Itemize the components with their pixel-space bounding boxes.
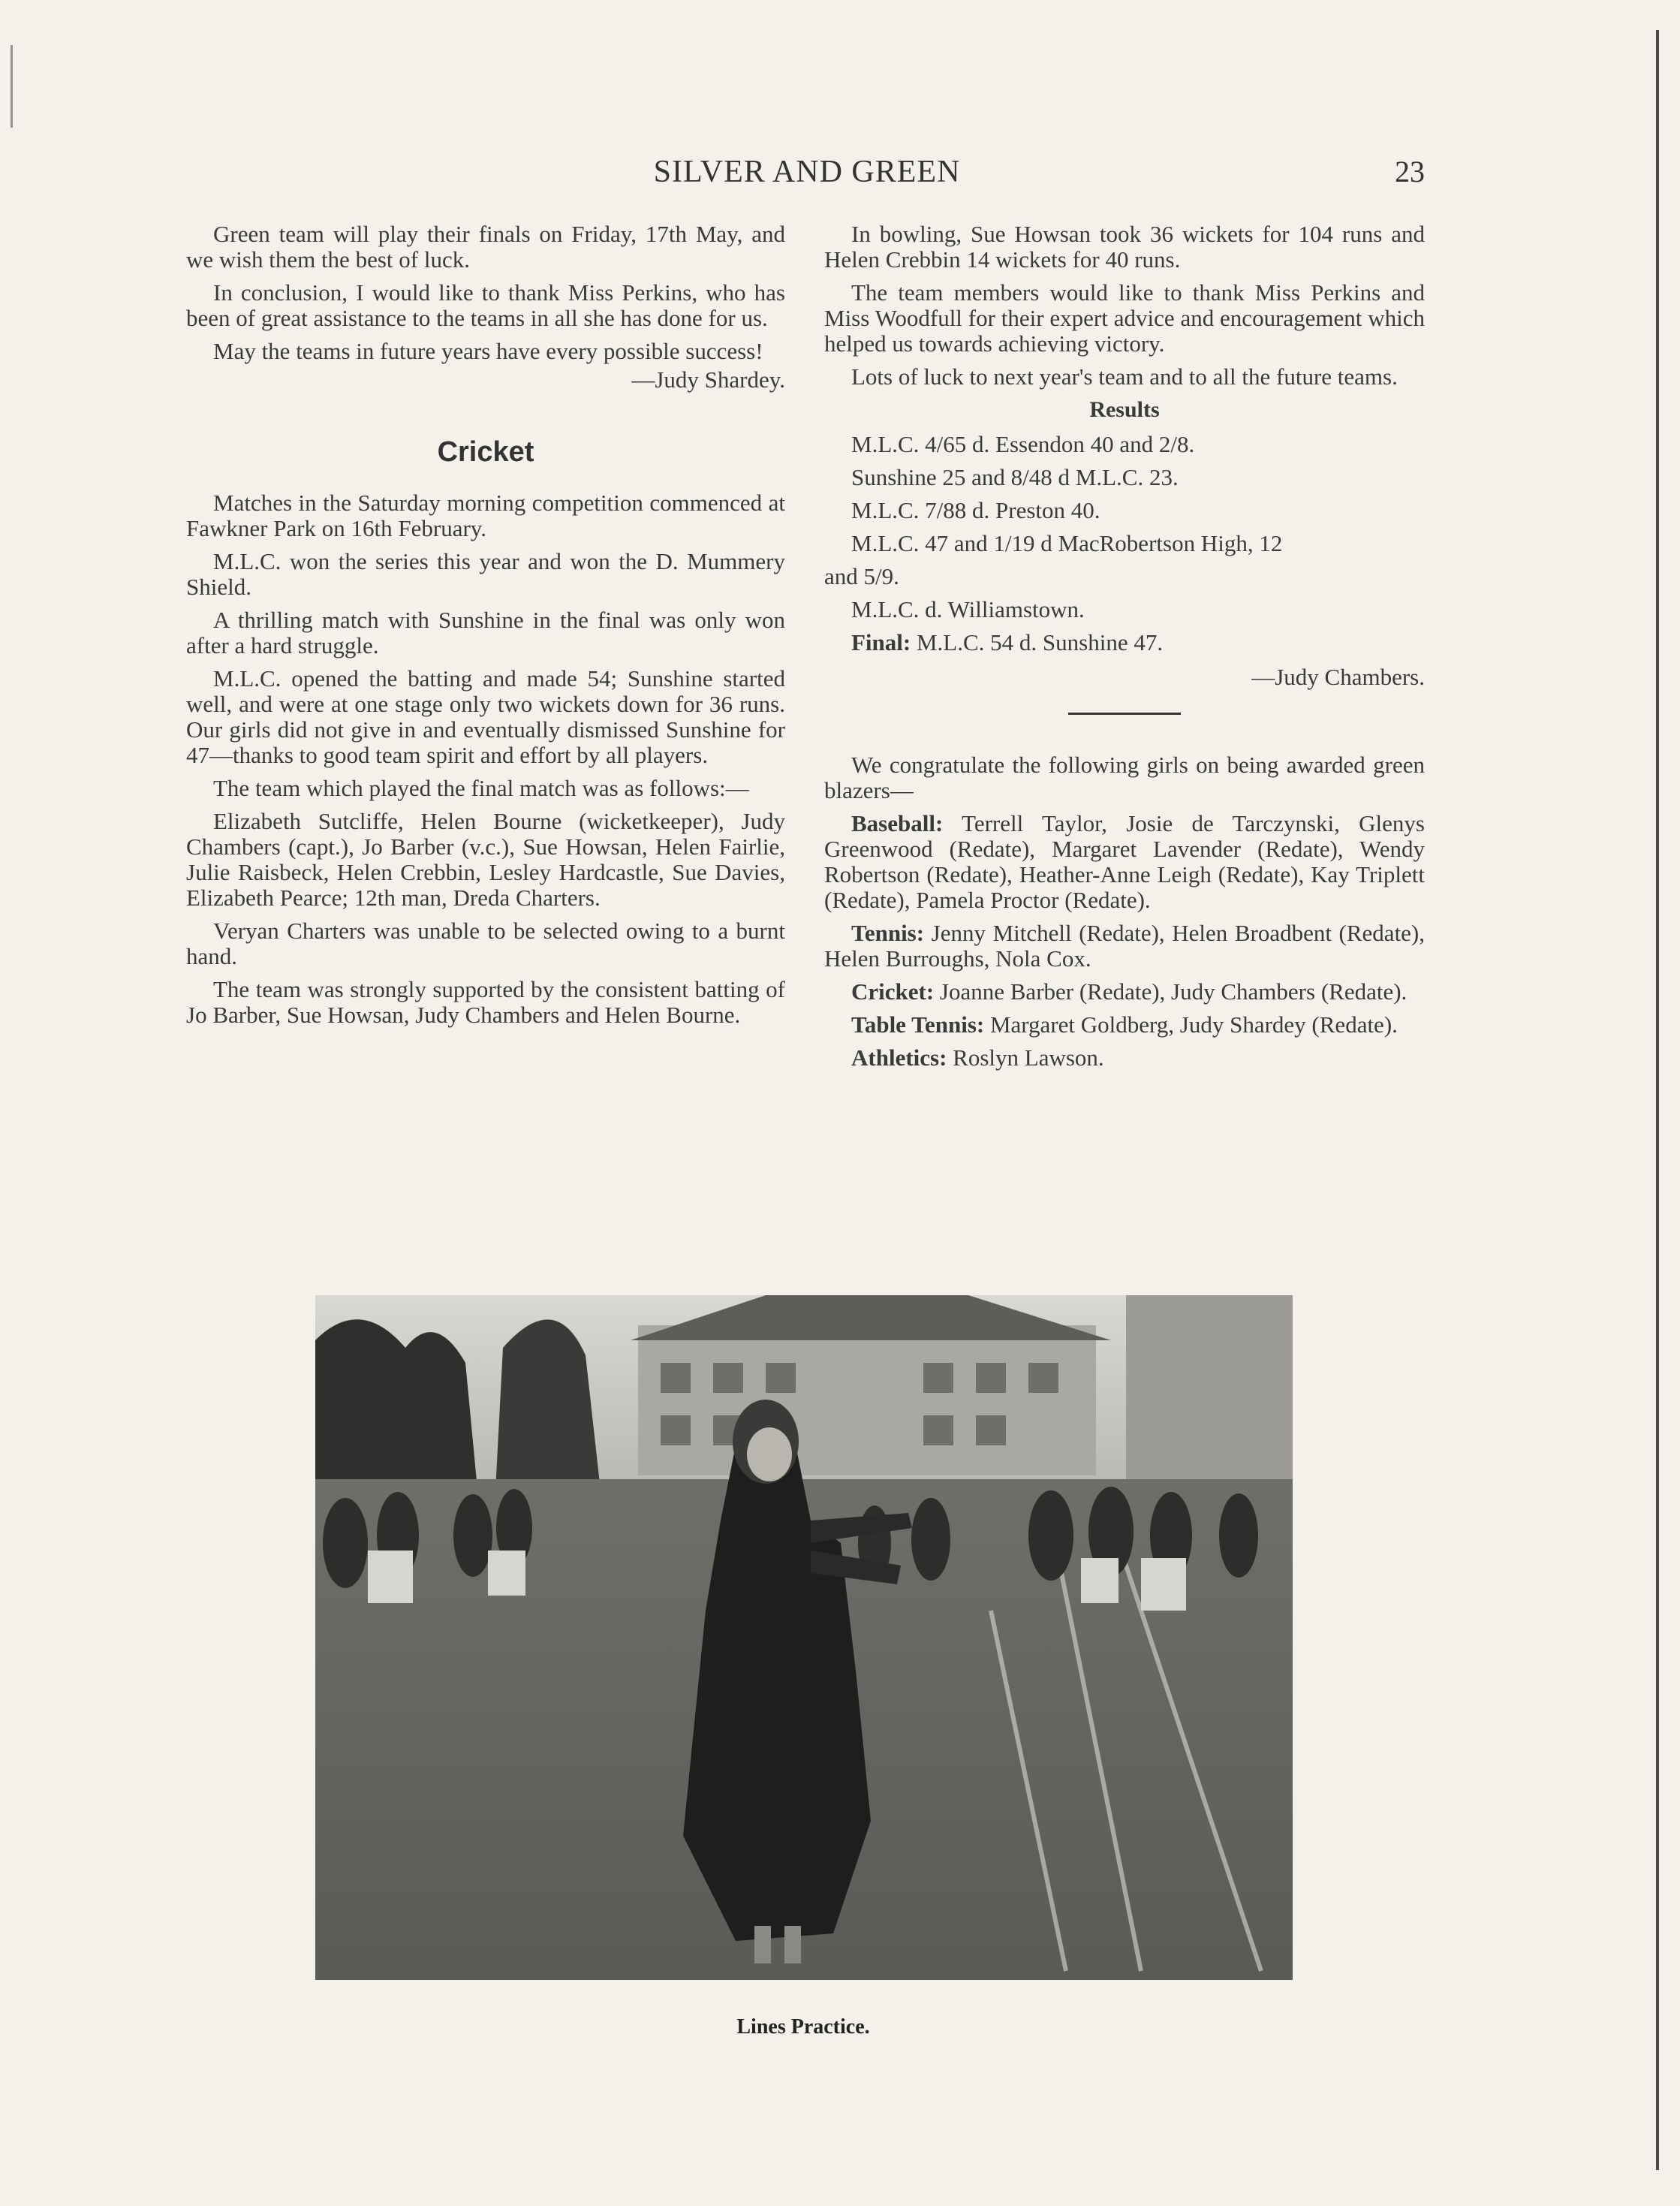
result-line: M.L.C. d. Williamstown. xyxy=(851,596,1085,622)
blazer-entry xyxy=(824,979,1425,1005)
paragraph: M.L.C. opened the batting and made 54; Sunshine started well, and were at one stage only two wickets down for 36 runs. Our girls did not give in and eventually dismissed Sunshine for 47—thanks to good team spirit and effort by all players. xyxy=(186,665,785,768)
page-edge-mark xyxy=(11,45,13,128)
blazer-text: Roslyn Lawson. xyxy=(953,1044,1104,1071)
paragraph: We congratulate the following girls on being awarded green blazers— xyxy=(824,752,1425,803)
paragraph: In conclusion, I would like to thank Miss Perkins, who has been of great assistance to the teams in all she has done for us. xyxy=(186,279,785,331)
signature: —Judy Chambers. xyxy=(1251,664,1425,690)
page-header xyxy=(0,154,1680,199)
blazer-entry xyxy=(824,1012,1425,1038)
final-label: Final: xyxy=(851,629,911,655)
paragraph: A thrilling match with Sunshine in the final was only won after a hard struggle. xyxy=(186,607,785,658)
paragraph: The team was strongly supported by the consistent batting of Jo Barber, Sue Howsan, Judy Chambers and Helen Bourne. xyxy=(186,976,785,1028)
result-line: and 5/9. xyxy=(824,563,899,589)
blazer-label: Tennis: xyxy=(851,920,925,946)
result-line: Sunshine 25 and 8/48 d M.L.C. 23. xyxy=(851,464,1179,490)
blazer-text: Jenny Mitchell (Redate), Helen Broadbent (Redate), Helen Burroughs, Nola Cox. xyxy=(824,920,1426,972)
paragraph: May the teams in future years have every possible success! xyxy=(213,338,763,364)
blazer-entry xyxy=(824,811,1425,913)
blazer-label: Table Tennis: xyxy=(851,1011,985,1038)
blazer-text: Joanne Barber (Redate), Judy Chambers (Redate). xyxy=(939,978,1408,1005)
paragraph: In bowling, Sue Howsan took 36 wickets for 104 runs and Helen Crebbin 14 wickets for 40 runs. xyxy=(824,221,1425,273)
blazer-text: Terrell Taylor, Josie de Tarczynski, Glenys Greenwood (Redate), Margaret Lavender (Redate), Wendy Robertson (Redate), Heather-Anne Leigh (Redate), Kay Triplett (Redate), Pamela Proctor (Redate). xyxy=(824,810,1425,913)
final-result xyxy=(824,630,1425,655)
result-line: M.L.C. 4/65 d. Essendon 40 and 2/8. xyxy=(851,431,1195,457)
paragraph: Green team will play their finals on Friday, 17th May, and we wish them the best of luck. xyxy=(186,221,785,273)
left-column xyxy=(186,222,785,1035)
lines-practice-photo xyxy=(315,1295,1293,1980)
paragraph: Elizabeth Sutcliffe, Helen Bourne (wicketkeeper), Judy Chambers (capt.), Jo Barber (v.c.), Sue Howsan, Helen Fairlie, Julie Raisbeck, Helen Crebbin, Lesley Hardcastle, Sue Davies, Elizabeth Pearce; 12th man, Dreda Charters. xyxy=(186,808,785,911)
photo-illustration xyxy=(315,1295,1293,1980)
results-heading: Results xyxy=(1089,397,1160,422)
result-line: M.L.C. 47 and 1/19 d MacRobertson High, 12 xyxy=(851,530,1283,556)
signature: —Judy Shardey. xyxy=(631,366,785,393)
blazer-label: Baseball: xyxy=(851,810,944,836)
blazer-label: Cricket: xyxy=(851,978,935,1005)
paragraph: Matches in the Saturday morning competition commenced at Fawkner Park on 16th February. xyxy=(186,490,785,541)
page-number: 23 xyxy=(1395,155,1425,188)
blazer-text: Margaret Goldberg, Judy Shardey (Redate). xyxy=(989,1011,1398,1038)
section-heading: Cricket xyxy=(437,436,534,468)
blazer-label: Athletics: xyxy=(851,1044,947,1071)
blazer-entry xyxy=(824,921,1425,972)
final-text: M.L.C. 54 d. Sunshine 47. xyxy=(916,629,1164,655)
paragraph: Lots of luck to next year's team and to all the future teams. xyxy=(851,363,1398,390)
right-column xyxy=(824,222,1425,1078)
blazer-entry xyxy=(824,1045,1425,1071)
paragraph: The team members would like to thank Miss Perkins and Miss Woodfull for their expert advice and encouragement which helped us towards achieving victory. xyxy=(824,279,1425,357)
photo-caption: Lines Practice. xyxy=(736,2015,870,2039)
section-divider xyxy=(1068,713,1181,715)
result-line: M.L.C. 7/88 d. Preston 40. xyxy=(851,497,1100,523)
paragraph: Veryan Charters was unable to be selected owing to a burnt hand. xyxy=(186,918,785,969)
paragraph: The team which played the final match was as follows:— xyxy=(213,775,749,801)
running-title: SILVER AND GREEN xyxy=(653,155,961,189)
page-binding-edge xyxy=(1656,30,1659,2170)
paragraph: M.L.C. won the series this year and won the D. Mummery Shield. xyxy=(186,548,785,600)
